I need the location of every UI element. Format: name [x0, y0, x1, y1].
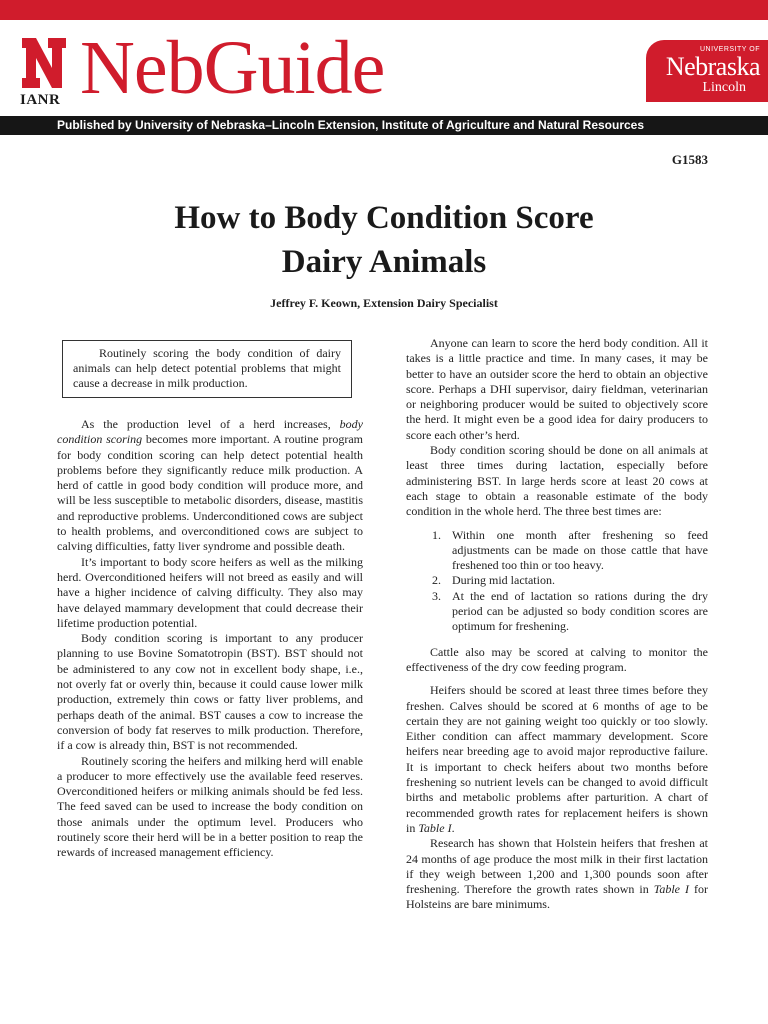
list-item: 2. During mid lactation. [432, 573, 555, 588]
unl-lincoln: Lincoln [702, 80, 746, 95]
summary-callout-box [62, 340, 352, 398]
paragraph: Heifers should be scored at least three times before they freshen. Calves should be scored at 6 months of age to be certain they are not gaining weight too quickly or too slowly. Either condition can affect mammary development. Score heifers near breeding age to avoid major reproductive failure. It is important to check heifers about two months before freshening so nutrient levels can be changed to avoid difficult births and metabolic problems after parturition. A chart of recommended growth rates for replacement heifers is shown in Table I. [406, 683, 708, 835]
document-title [0, 196, 768, 284]
publisher-line: Published by University of Nebraska–Lincoln Extension, Institute of Agriculture and Natural Resources [57, 118, 645, 132]
paragraph: As the production level of a herd increases, body condition scoring becomes more important. A routine program for body condition scoring can help detect potential health problems before they significantly reduce milk production. A herd of cattle in good body condition will produce more, and will be less susceptible to metabolic disorders, disease, mastitis and reproductive problems. Underconditioned cows are subject to health problems, and overconditioned cows are subject to calving difficulties, fatty liver syndrome and possible death. [57, 417, 364, 554]
nebguide-wordmark: NebGuide [80, 26, 385, 110]
right-column [406, 336, 708, 913]
unl-university-of: UNIVERSITY OF [699, 46, 760, 53]
top-accent-bar [0, 0, 768, 20]
callout-text: Routinely scoring the body condition of dairy animals can help detect potential problems that might cause a decrease in milk production. [73, 346, 341, 390]
left-column [57, 417, 363, 861]
paragraph: Body condition scoring is important to any producer planning to use Bovine Somatotropin (BST). BST should not be administered to any cow not in excellent body shape, i.e., not overly fat or overly thin, because it could cause lower milk production, extremely thin cows or fatty liver problems, and perhaps death of the animal. BST causes a cow to increase the conversion of body fat reserves to milk production. Therefore, if a cow is already thin, BST is not recommended. [57, 631, 363, 753]
paragraph: It’s important to body score heifers as well as the milking herd. Overconditioned heifers will not breed as easily and will have a higher incidence of calving difficulty. They also may have delayed mammary development that could decrease their lifetime production potential. [57, 554, 363, 630]
paragraph: Cattle also may be scored at calving to monitor the effectiveness of the dry cow feeding program. [406, 644, 708, 674]
title-line-1: How to Body Condition Score [174, 200, 594, 236]
table-reference: Table I [653, 882, 689, 897]
ianr-label: IANR [20, 92, 61, 108]
list-item: 1. Within one month after freshening so feed adjustments can be made on those cattle that have freshened too thin or too heavy. [432, 527, 708, 573]
title-line-2: Dairy Animals [281, 244, 487, 280]
table-reference: Table I [418, 820, 452, 835]
list-item: 3. At the end of lactation so rations during the dry period can be adjusted so body condition scores are optimum for freshening. [432, 588, 708, 634]
paragraph: Body condition scoring should be done on all animals at least three times during lactation, especially before administering BST. In large herds score at least 20 cows at each stage to obtain a reasonable estimate of the body condition in the whole herd. The three best times are: [406, 443, 708, 519]
emphasis: body condition scoring [57, 417, 363, 447]
paragraph: Anyone can learn to score the herd body condition. All it takes is a little practice and time. In many cases, it may be better to have an outsider score the herd to obtain an objective score. Perhaps a DHI supervisor, dairy fieldman, veterinarian or neighboring producer would be suited to objectively score the herd. It might even be a good idea for dairy producers to score each other’s herd. [406, 336, 708, 442]
author-line: Jeffrey F. Keown, Extension Dairy Specialist [270, 296, 498, 310]
publisher-bar [0, 116, 768, 135]
publication-code: G1583 [671, 152, 708, 167]
paragraph: Routinely scoring the heifers and milking herd will enable a producer to more effectively use the available feed reserves. Overconditioned heifers or milking animals should be fed less. The feed saved can be used to increase the body condition on those animals under the optimum level. Producers who routinely score their herd will be in a better position to reap the rewards of increased management efficiency. [57, 753, 363, 860]
unl-badge [646, 40, 768, 102]
unl-nebraska: Nebraska [665, 52, 760, 81]
best-times-list [406, 528, 708, 635]
paragraph: Research has shown that Holstein heifers that freshen at 24 months of age produce the most milk in their first lactation if they weigh between 1,200 and 1,300 pounds soon after freshening. Therefore the growth rates shown in Table I for Holsteins are bare minimums. [406, 836, 708, 912]
